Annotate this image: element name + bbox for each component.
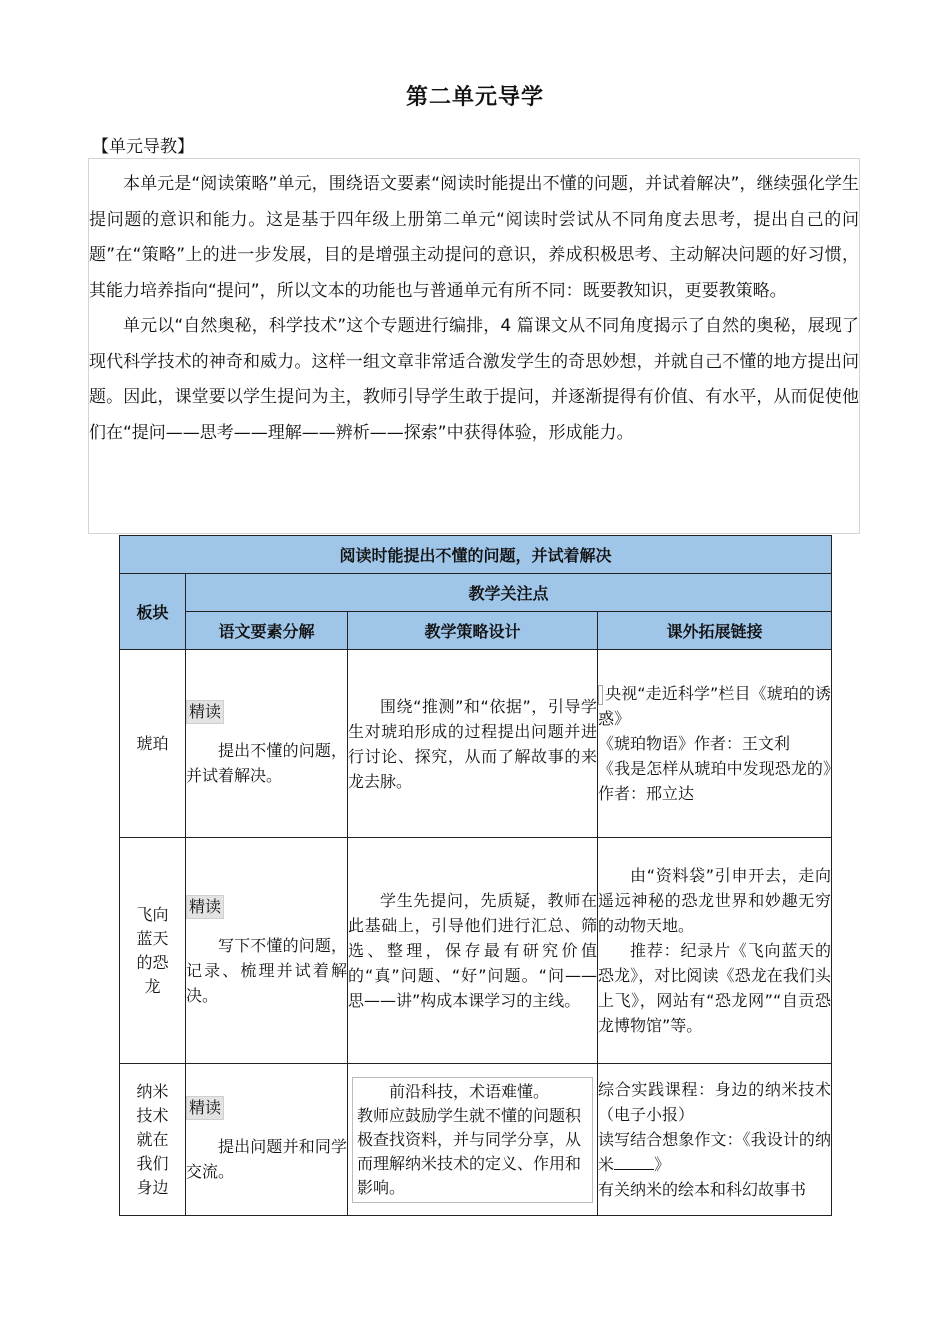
element-text: 提出不懂的问题，并试着解决。 (186, 741, 347, 785)
strategy-cell (348, 1064, 598, 1216)
extension-line: 《我是怎样从琥珀中发现恐龙的》作者：邢立达 (598, 759, 832, 803)
element-cell (186, 838, 348, 1064)
element-cell (186, 650, 348, 838)
page-title: 第二单元导学 (405, 85, 544, 110)
table-row (120, 1064, 832, 1216)
header-element: 语文要素分解 (186, 612, 348, 650)
extension-cell (598, 1064, 832, 1216)
extension-line: 由“资料袋”引申开去，走向遥远神秘的恐龙世界和妙趣无穷的动物天地。 (598, 866, 832, 935)
extension-cell (598, 838, 832, 1064)
intro-box (88, 158, 860, 534)
block-name (120, 838, 186, 1064)
strategy-cell (348, 838, 598, 1064)
block-name-text: 飞向蓝天的恐龙 (136, 904, 169, 996)
text-cursor (598, 685, 603, 705)
table-caption: 阅读时能提出不懂的问题，并试着解决 (120, 536, 832, 574)
table-row (120, 650, 832, 838)
extension-line: 综合实践课程：身边的纳米技术（电子小报） (598, 1080, 832, 1124)
strategy-text: 围绕“推测”和“依据”，引导学生对琥珀形成的过程提出问题并进行讨论、探究，从而了解故事的来龙去脉。 (348, 696, 597, 791)
jingdu-badge: 精读 (186, 700, 224, 724)
fill-blank (614, 1153, 654, 1170)
intro-paragraph-2: 单元以“自然奥秘，科学技术”这个专题进行编排，4 篇课文从不同角度揭示了自然的奥秘，展现了现代科学技术的神奇和威力。这样一组文章非常适合激发学生的奇思妙想，并就自己不懂的地方提出问题。因此，课堂要以学生提问为主，教师引导学生敢于提问，并逐渐提得有价值、有水平，从而促使他们在“提问——思考——理解——辨析——探索”中获得体验，形成能力。 (89, 316, 859, 443)
header-focus: 教学关注点 (186, 574, 832, 612)
header-block: 板块 (120, 574, 186, 650)
strategy-text: 学生先提问，先质疑，教师在此基础上，引导他们进行汇总、筛选、整理，保存最有研究价值的“真”问题、“好”问题。“问——思——讲”构成本课学习的主线。 (348, 891, 597, 1010)
extension-line: 央视“走近科学”栏目《琥珀的诱惑》 (598, 684, 832, 728)
block-name (120, 1064, 186, 1216)
intro-paragraph-1: 本单元是“阅读策略”单元，围绕语文要素“阅读时能提出不懂的问题，并试着解决”，继续强化学生提问题的意识和能力。这是基于四年级上册第二单元“阅读时尝试从不同角度去思考，提出自己的问题”在“策略”上的进一步发展，目的是增强主动提问的意识，养成积极思考、主动解决问题的好习惯，其能力培养指向“提问”，所以文本的功能也与普通单元有所不同：既要教知识，更要教策略。 (89, 174, 859, 301)
element-cell (186, 1064, 348, 1216)
block-name (120, 650, 186, 838)
strategy-text-first: 前沿科技，术语难懂。 (389, 1081, 550, 1101)
table-row (120, 838, 832, 1064)
strategy-inner-box (352, 1077, 593, 1203)
extension-line: 《琥珀物语》作者：王文利 (598, 734, 791, 753)
block-name-text: 琥珀 (136, 733, 169, 753)
jingdu-badge: 精读 (186, 895, 224, 919)
element-text: 提出问题并和同学交流。 (186, 1137, 347, 1181)
strategy-text-rest: 教师应鼓励学生就不懂的问题积极查找资料，并与同学分享，从而理解纳米技术的定义、作用和影响。 (357, 1105, 582, 1197)
guide-table (119, 535, 832, 1216)
extension-line: 有关纳米的绘本和科幻故事书 (598, 1180, 807, 1199)
strategy-cell (348, 650, 598, 838)
extension-line: 读写结合想象作文：《我设计的纳米 》 (598, 1130, 832, 1174)
header-strategy: 教学策略设计 (348, 612, 598, 650)
section-label: 【单元导教】 (92, 137, 194, 157)
jingdu-badge: 精读 (186, 1096, 224, 1120)
block-name-text: 纳米技术就在我们身边 (136, 1081, 169, 1197)
header-extension: 课外拓展链接 (598, 612, 832, 650)
extension-cell (598, 650, 832, 838)
element-text: 写下不懂的问题，记录、梳理并试着解决。 (186, 935, 347, 1005)
extension-line: 推荐：纪录片《飞向蓝天的恐龙》，对比阅读《恐龙在我们头上飞》，网站有“恐龙网”“自贡恐龙博物馆”等。 (598, 941, 832, 1035)
